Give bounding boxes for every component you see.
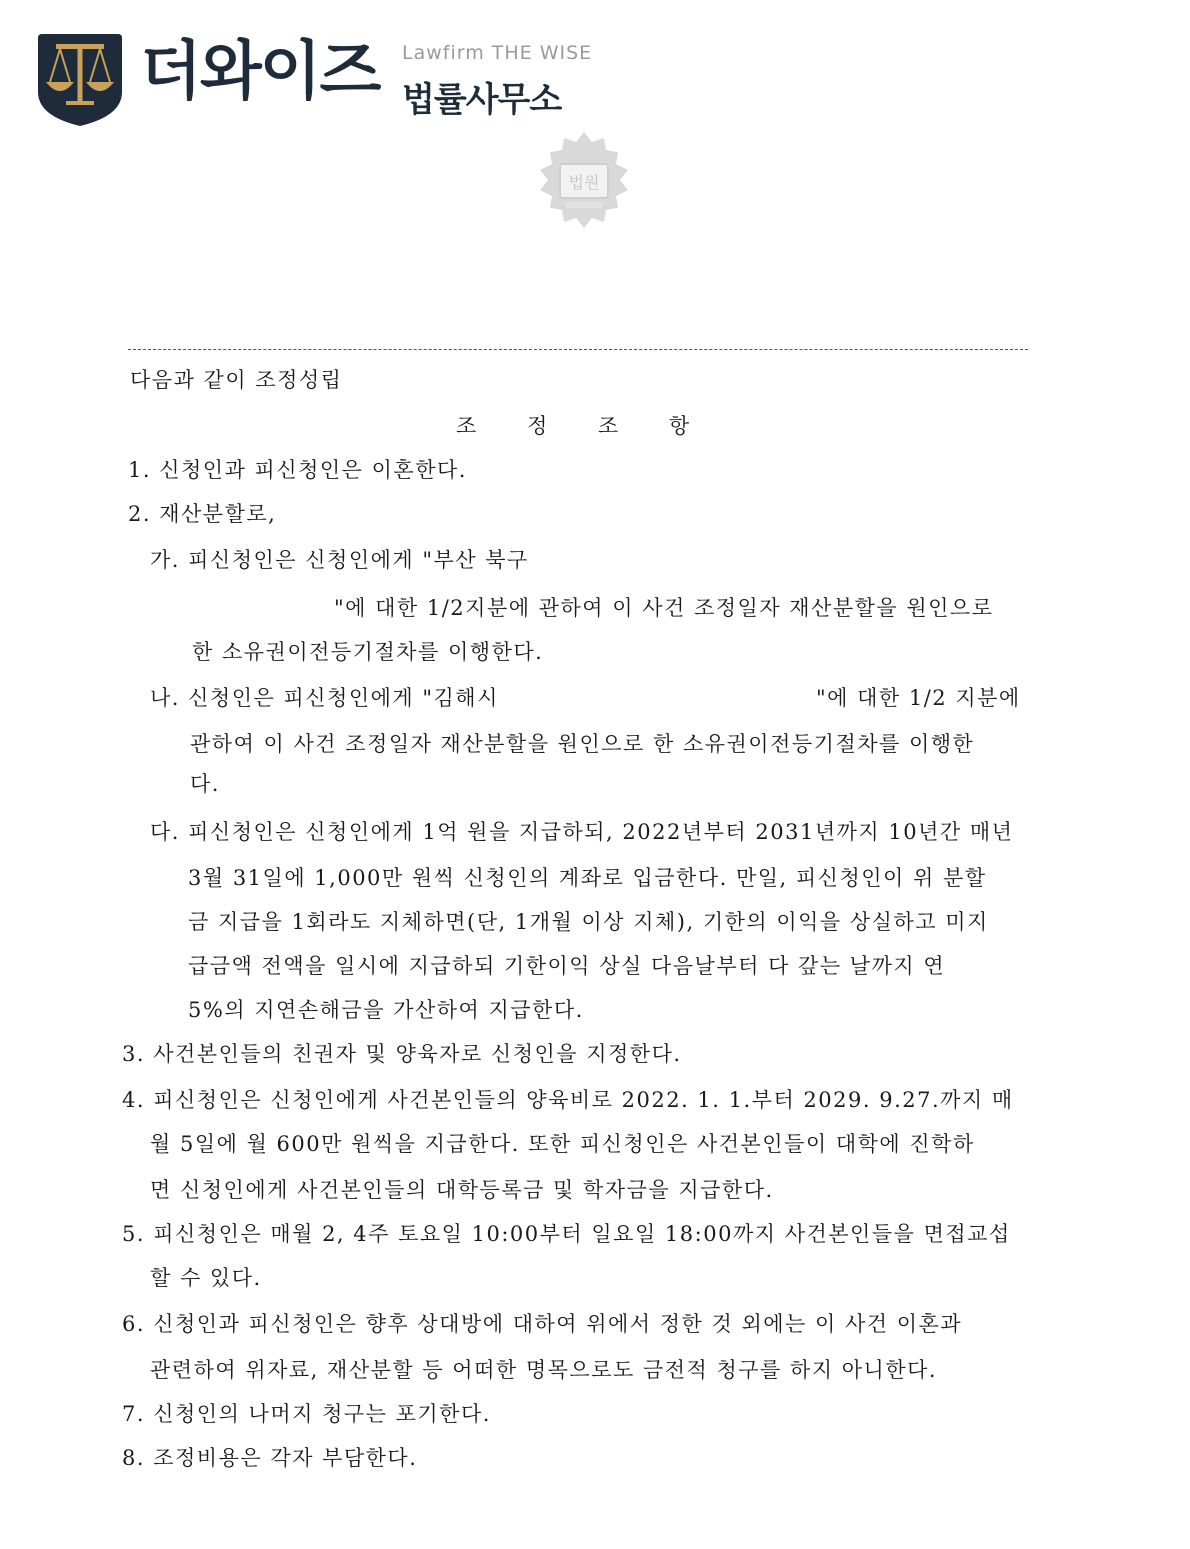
firm-name-english: Lawfirm THE WISE xyxy=(402,42,593,64)
item-2: 2. 재산분할로, xyxy=(128,502,277,526)
item-8: 8. 조정비용은 각자 부담한다. xyxy=(122,1446,418,1470)
item-3: 3. 사건본인들의 친권자 및 양육자로 신청인을 지정한다. xyxy=(122,1042,682,1066)
item-4-line-3: 면 신청인에게 사건본인들의 대학등록금 및 학자금을 지급한다. xyxy=(150,1178,774,1202)
firm-type: 법률사무소 xyxy=(402,80,562,120)
item-2-na-line-3: 다. xyxy=(190,772,220,796)
item-2-na-line-1: 나. 신청인은 피신청인에게 "김해시 xyxy=(150,686,499,710)
item-5-line-2: 할 수 있다. xyxy=(150,1266,262,1290)
item-2-ga-line-1: 가. 피신청인은 신청인에게 "부산 북구 xyxy=(150,548,529,572)
item-2-ga-line-3: 한 소유권이전등기절차를 이행한다. xyxy=(192,640,544,664)
document-intro: 다음과 같이 조정성립 xyxy=(130,368,343,392)
item-2-na-line-2: 관하여 이 사건 조정일자 재산분할을 원인으로 한 소유권이전등기절차를 이행한 xyxy=(190,732,975,756)
item-2-da-line-4: 급금액 전액을 일시에 지급하되 기한이익 상실 다음날부터 다 갚는 날까지 연 xyxy=(188,954,946,978)
item-7: 7. 신청인의 나머지 청구는 포기한다. xyxy=(122,1402,491,1426)
document-title: 조 정 조 항 xyxy=(456,414,712,438)
firm-header xyxy=(36,30,636,130)
item-6-line-2: 관련하여 위자료, 재산분할 등 어떠한 명목으로도 금전적 청구를 하지 아니한다. xyxy=(150,1358,938,1382)
item-2-ga-line-2: "에 대한 1/2지분에 관하여 이 사건 조정일자 재산분할을 원인으로 xyxy=(334,596,994,620)
item-2-na-line-1b: "에 대한 1/2 지분에 xyxy=(816,686,1021,710)
court-seal-icon xyxy=(530,128,638,236)
item-4-line-1: 4. 피신청인은 신청인에게 사건본인들의 양육비로 2022. 1. 1.부터 2029. 9.27.까지 매 xyxy=(122,1088,1014,1112)
item-2-da-line-3: 금 지급을 1회라도 지체하면(단, 1개월 이상 지체), 기한의 이익을 상실하고 미지 xyxy=(188,910,989,934)
firm-name: 더와이즈 xyxy=(140,35,380,109)
item-2-da-line-5: 5%의 지연손해금을 가산하여 지급한다. xyxy=(188,998,584,1022)
seal-text: 법원 xyxy=(568,173,600,192)
item-1: 1. 신청인과 피신청인은 이혼한다. xyxy=(128,458,467,482)
item-5-line-1: 5. 피신청인은 매월 2, 4주 토요일 10:00부터 일요일 18:00까지 사건본인들을 면접교섭 xyxy=(122,1222,1011,1246)
item-2-da-line-2: 3월 31일에 1,000만 원씩 신청인의 계좌로 입금한다. 만일, 피신청인이 위 분할 xyxy=(188,866,987,890)
item-6-line-1: 6. 신청인과 피신청인은 향후 상대방에 대하여 위에서 정한 것 외에는 이 사건 이혼과 xyxy=(122,1312,963,1336)
item-2-da-line-1: 다. 피신청인은 신청인에게 1억 원을 지급하되, 2022년부터 2031년까지 10년간 매년 xyxy=(150,820,1014,844)
scales-of-justice-icon xyxy=(36,30,124,128)
item-4-line-2: 월 5일에 월 600만 원씩을 지급한다. 또한 피신청인은 사건본인들이 대학에 진학하 xyxy=(150,1132,975,1156)
dashed-divider xyxy=(128,349,1028,350)
